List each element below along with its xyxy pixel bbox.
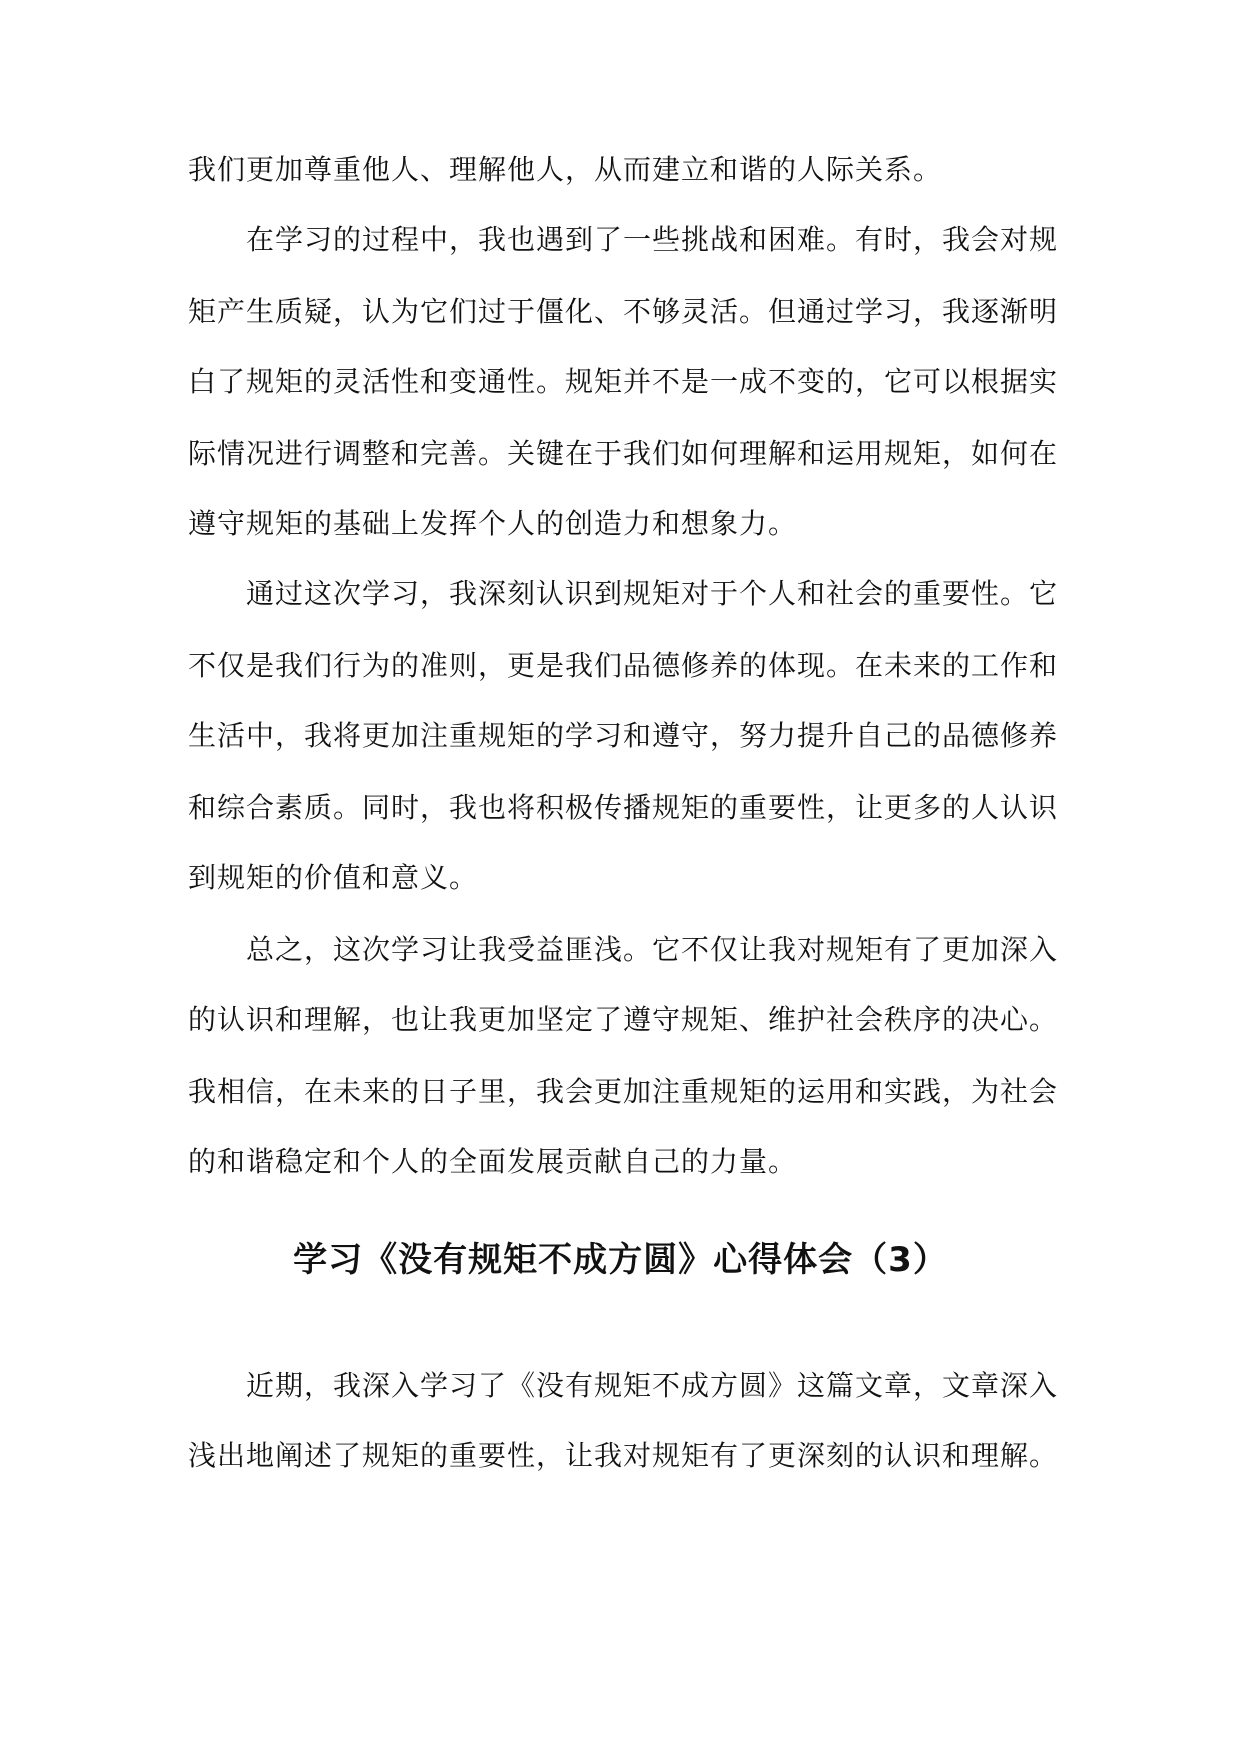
paragraph-line: 不仅是我们行为的准则，更是我们品德修养的体现。在未来的工作和 (188, 649, 1059, 682)
paragraph-line: 通过这次学习，我深刻认识到规矩对于个人和社会的重要性。它 (246, 577, 1059, 610)
paragraph-line: 矩产生质疑，认为它们过于僵化、不够灵活。但通过学习，我逐渐明 (188, 295, 1059, 328)
paragraph-line: 浅出地阐述了规矩的重要性，让我对规矩有了更深刻的认识和理解。 (188, 1439, 1059, 1472)
paragraph-line: 遵守规矩的基础上发挥个人的创造力和想象力。 (188, 507, 798, 540)
paragraph-line: 的和谐稳定和个人的全面发展贡献自己的力量。 (188, 1145, 798, 1178)
paragraph-line: 生活中，我将更加注重规矩的学习和遵守，努力提升自己的品德修养 (188, 719, 1059, 752)
paragraph-line: 我相信，在未来的日子里，我会更加注重规矩的运用和实践，为社会 (188, 1075, 1059, 1108)
paragraph-line: 的认识和理解，也让我更加坚定了遵守规矩、维护社会秩序的决心。 (188, 1003, 1059, 1036)
paragraph-line: 我们更加尊重他人、理解他人，从而建立和谐的人际关系。 (188, 153, 943, 186)
paragraph-line: 际情况进行调整和完善。关键在于我们如何理解和运用规矩，如何在 (188, 437, 1059, 470)
paragraph-line: 近期，我深入学习了《没有规矩不成方圆》这篇文章，文章深入 (246, 1369, 1059, 1402)
paragraph-line: 白了规矩的灵活性和变通性。规矩并不是一成不变的，它可以根据实 (188, 365, 1059, 398)
paragraph-line: 在学习的过程中，我也遇到了一些挑战和困难。有时，我会对规 (246, 223, 1059, 256)
section-title: 学习《没有规矩不成方圆》心得体会（3） (293, 1240, 948, 1280)
paragraph-line: 和综合素质。同时，我也将积极传播规矩的重要性，让更多的人认识 (188, 791, 1059, 824)
paragraph-line: 总之，这次学习让我受益匪浅。它不仅让我对规矩有了更加深入 (246, 933, 1059, 966)
paragraph-line: 到规矩的价值和意义。 (188, 861, 479, 894)
